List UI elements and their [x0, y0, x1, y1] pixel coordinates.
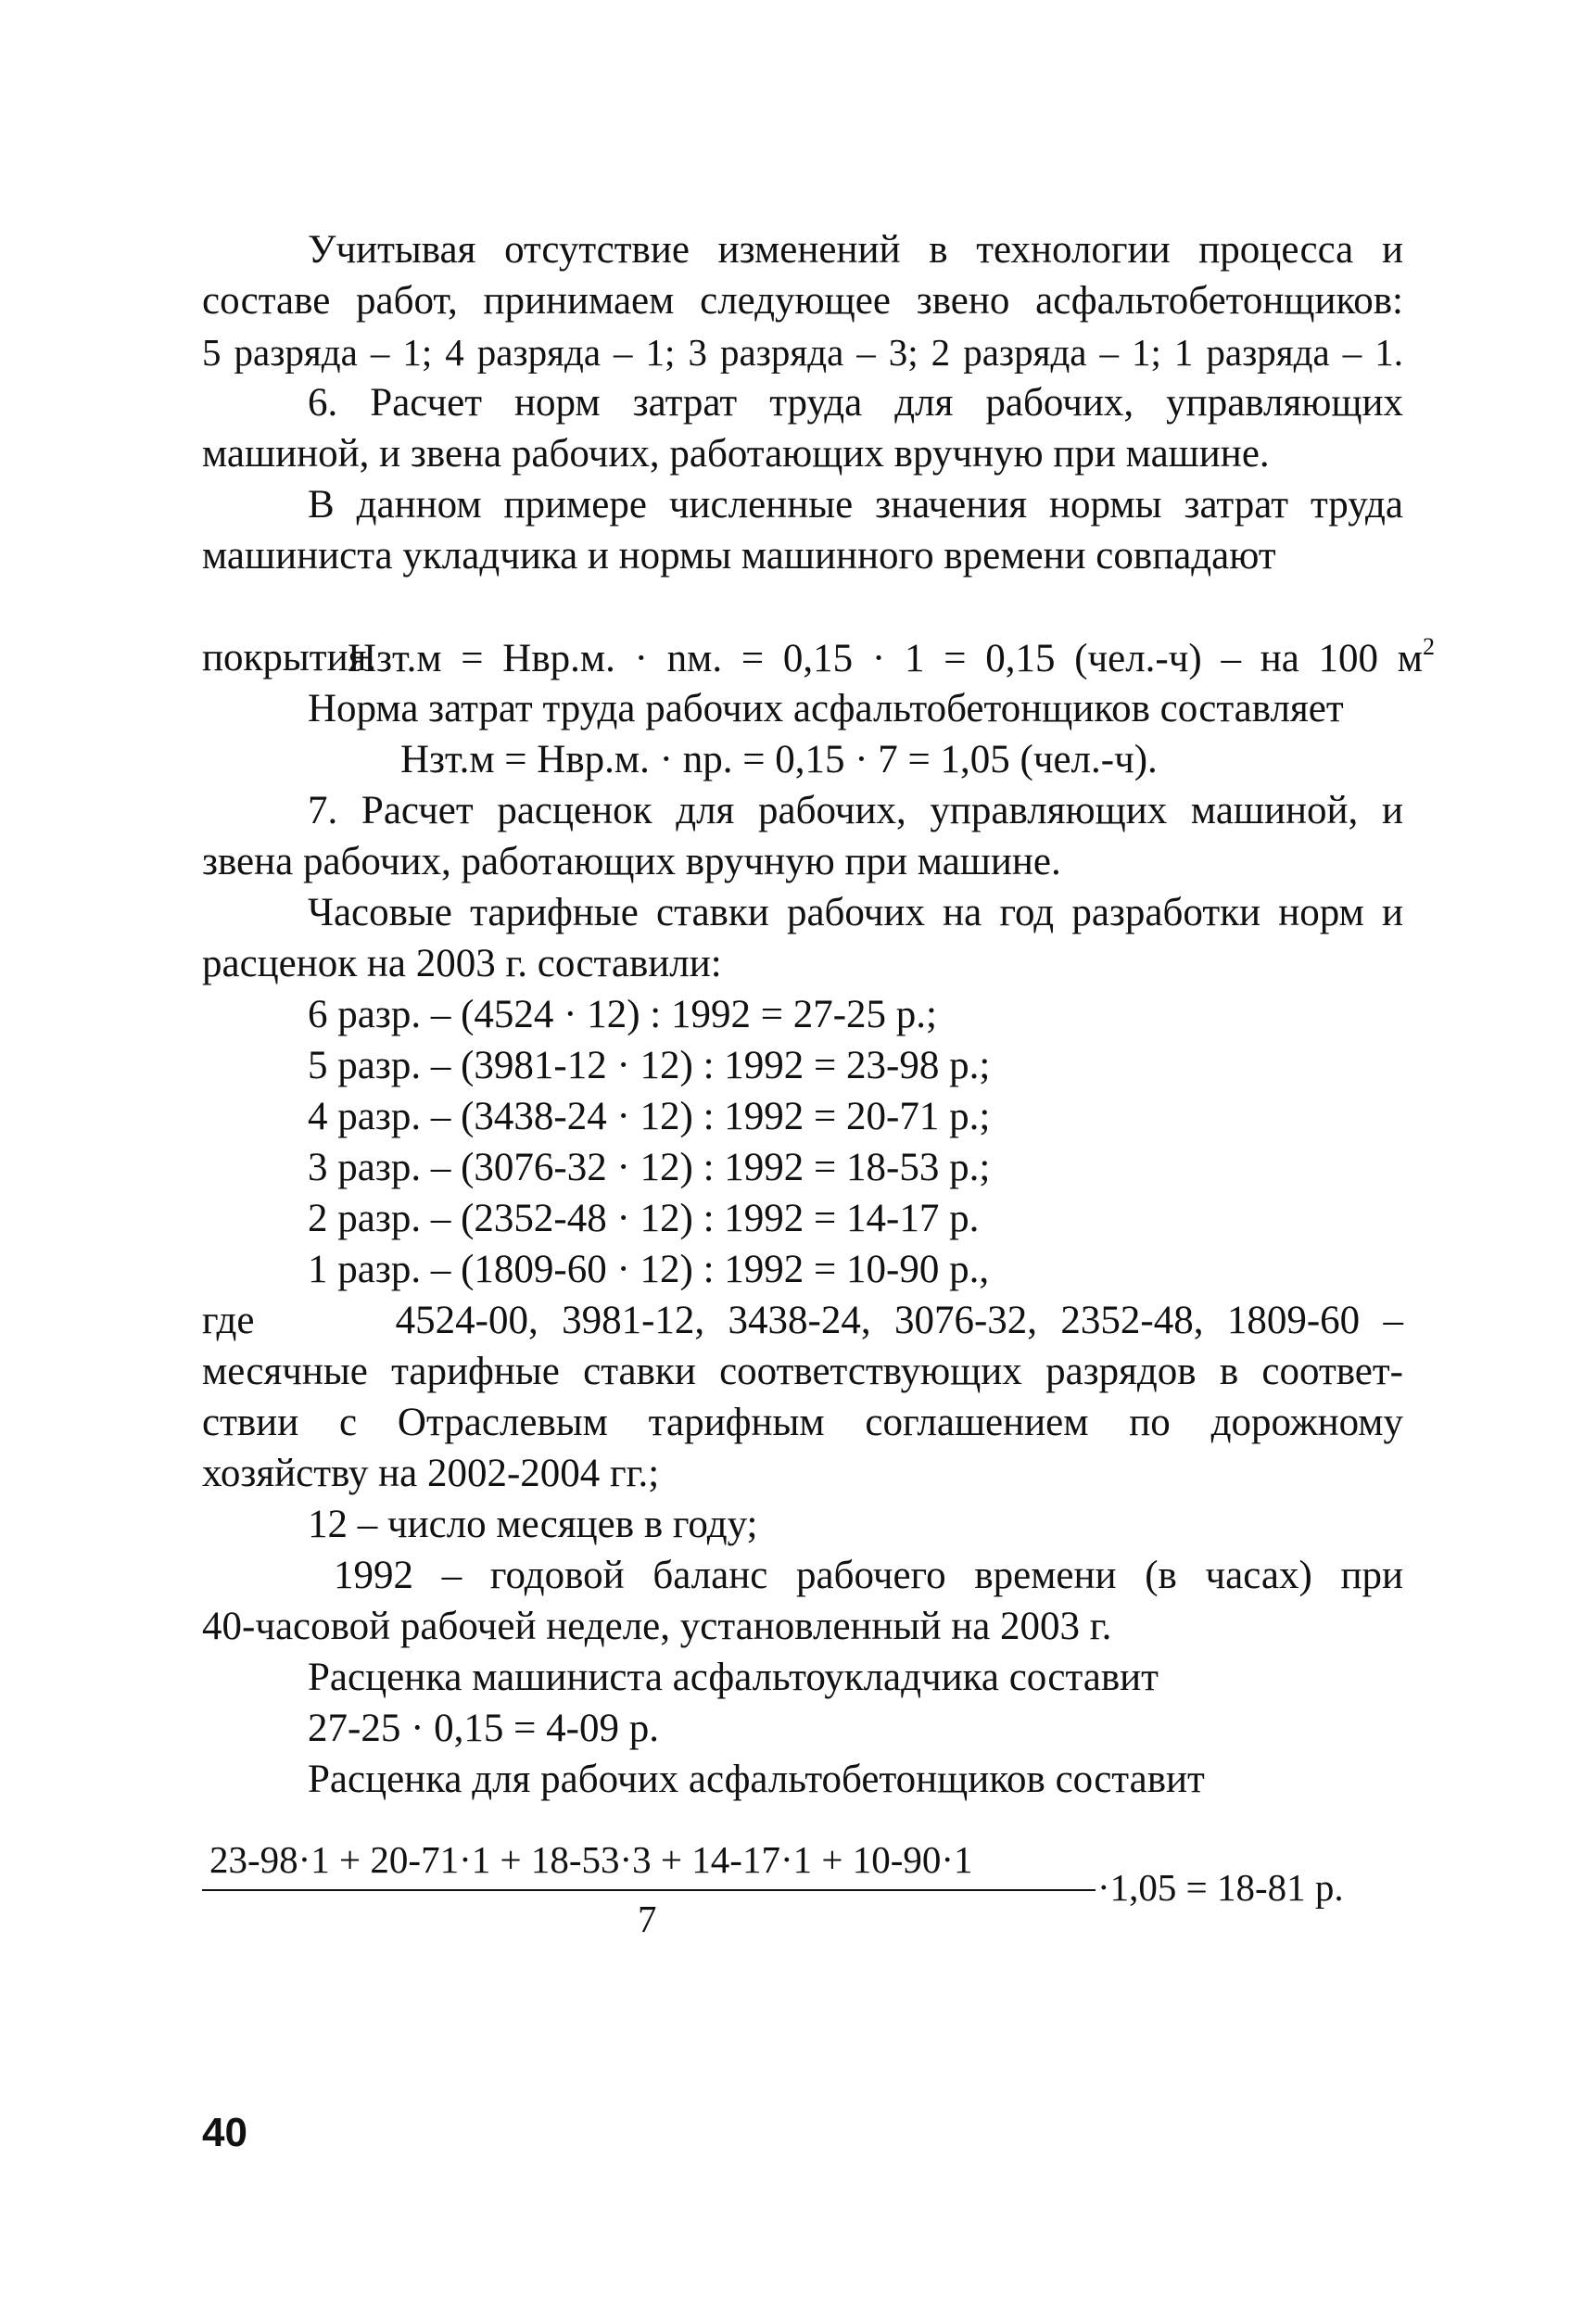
fraction-bar	[202, 1889, 1096, 1891]
section-heading-line: машиной, и звена рабочих, работающих вручную при машине.	[202, 432, 1270, 476]
paragraph-line: хозяйству на 2002-2004 гг.;	[202, 1452, 660, 1495]
paragraph-line: расценок на 2003 г. составили:	[202, 942, 722, 985]
fraction-result: ·1,05 = 18-81 р.	[1097, 1866, 1344, 1909]
fraction-denominator: 7	[638, 1898, 657, 1940]
rate-line: 6 разр. – (4524 · 12) : 1992 = 27-25 р.;	[308, 993, 937, 1036]
paragraph-line: 40-часовой рабочей неделе, установленный на 2003 г.	[202, 1605, 1112, 1648]
section-heading-line: звена рабочих, работающих вручную при машине.	[202, 840, 1061, 883]
paragraph-line: месячные тарифные ставки соответствующих разрядов в соответ-	[202, 1350, 1403, 1393]
fraction-numerator: 23-98·1 + 20-71·1 + 18-53·3 + 14-17·1 + 10-90·1	[209, 1838, 973, 1881]
paragraph-line: Расценка для рабочих асфальтобетонщиков составит	[308, 1758, 1205, 1801]
formula-line: Нзт.м = Нвр.м. · nр. = 0,15 · 7 = 1,05 (чел.-ч).	[400, 738, 1158, 781]
paragraph-line: В данном примере численные значения нормы затрат труда	[308, 483, 1403, 527]
paragraph-line: машиниста укладчика и нормы машинного времени совпадают	[202, 534, 1276, 578]
superscript: 2	[1423, 633, 1435, 660]
section-heading-line: 6. Расчет норм затрат труда для рабочих, управляющих	[308, 381, 1403, 425]
rate-line: 1 разр. – (1809-60 · 12) : 1992 = 10-90 р.,	[308, 1248, 990, 1291]
paragraph-line: составе работ, принимаем следующее звено асфальтобетонщиков:	[202, 279, 1403, 323]
page-number: 40	[202, 2110, 247, 2155]
rate-line: 2 разр. – (2352-48 · 12) : 1992 = 14-17 р.	[308, 1197, 980, 1240]
rate-line: 4 разр. – (3438-24 · 12) : 1992 = 20-71 р.;	[308, 1095, 991, 1138]
paragraph-line: ствии с Отраслевым тарифным соглашением по дорожному	[202, 1401, 1403, 1444]
paragraph-line: где 4524-00, 3981-12, 3438-24, 3076-32, 2352-48, 1809-60 –	[202, 1299, 1403, 1342]
paragraph-line: 1992 – годовой баланс рабочего времени (в часах) при	[334, 1554, 1403, 1597]
section-heading-line: 7. Расчет расценок для рабочих, управляющих машиной, и	[308, 789, 1403, 832]
formula-text: Нзт.м = Нвр.м. · nм. = 0,15 · 1 = 0,15 (чел.-ч) – на 100 м	[348, 637, 1423, 680]
paragraph-line: Норма затрат труда рабочих асфальтобетонщиков составляет	[308, 687, 1344, 730]
formula-line: 27-25 · 0,15 = 4-09 р.	[308, 1707, 659, 1750]
paragraph-line: Учитывая отсутствие изменений в технологии процесса и	[308, 228, 1403, 272]
paragraph-line: Расценка машиниста асфальтоукладчика составит	[308, 1656, 1159, 1699]
paragraph-line: Часовые тарифные ставки рабочих на год разработки норм и	[308, 891, 1403, 934]
paragraph-line: покрытия.	[202, 636, 377, 679]
rate-line: 3 разр. – (3076-32 · 12) : 1992 = 18-53 р.;	[308, 1146, 991, 1189]
rate-line: 5 разр. – (3981-12 · 12) : 1992 = 23-98 р.;	[308, 1044, 991, 1087]
paragraph-line: 5 разряда – 1; 4 разряда – 1; 3 разряда – 3; 2 разряда – 1; 1 разряда – 1.	[202, 331, 1403, 374]
paragraph-line: 12 – число месяцев в году;	[308, 1503, 758, 1546]
